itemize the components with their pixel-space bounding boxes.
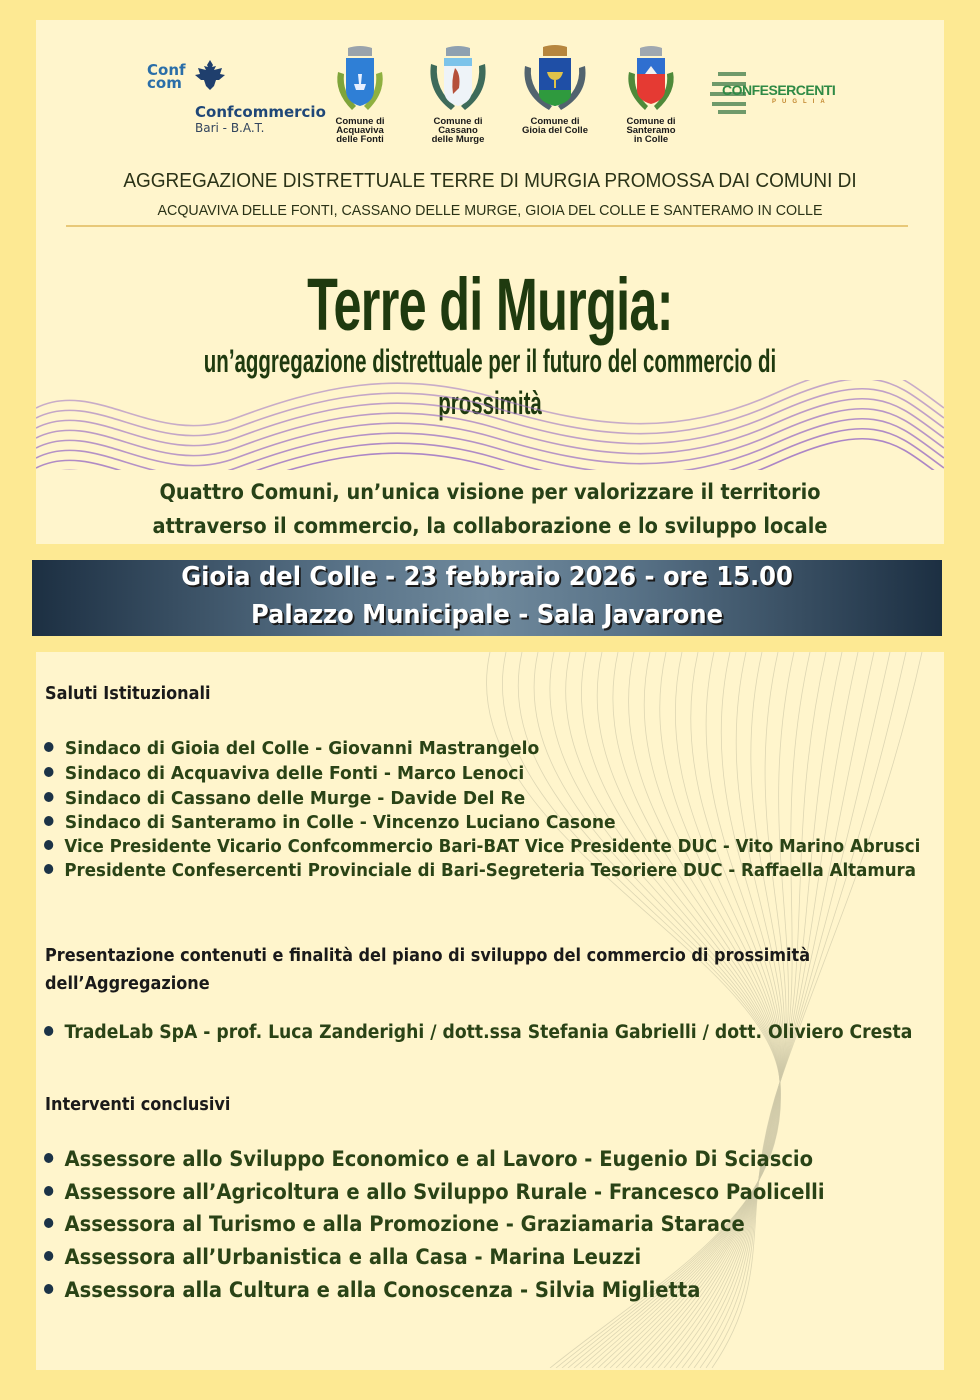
list-item-text: Assessora alla Cultura e alla Conoscenza - Silvia Miglietta: [64, 1278, 701, 1302]
divider: [66, 225, 908, 227]
bullet-icon: [44, 1026, 53, 1036]
bullet-icon: [44, 1251, 53, 1261]
bullet-icon: [44, 742, 54, 752]
string-line: [652, 652, 784, 1368]
list-item: [44, 738, 539, 759]
crest-label-line: Comune di: [335, 116, 385, 127]
coat-of-arms-gioia-icon: [519, 44, 591, 116]
list-item-text: TradeLab SpA - prof. Luca Zanderighi / dott.ssa Stefania Gabrielli / dott. Oliviero Cresta: [64, 1022, 913, 1043]
crest-cassano: [418, 44, 498, 144]
list-item: [44, 812, 616, 833]
list-item: [44, 1278, 700, 1302]
wave-line: [36, 380, 944, 426]
list-item-text: Sindaco di Gioia del Colle - Giovanni Mastrangelo: [64, 738, 540, 759]
list-item: [44, 1212, 745, 1236]
coat-of-arms-acquaviva-icon: [330, 44, 390, 116]
list-item-text: Sindaco di Cassano delle Murge - Davide Del Re: [64, 788, 526, 809]
bullet-icon: [44, 816, 54, 826]
list-item: [44, 1147, 813, 1171]
crest-label-line: Santeramo: [626, 125, 676, 136]
section-heading-saluti: Saluti Istituzionali: [45, 684, 211, 704]
list-item-text: Sindaco di Santeramo in Colle - Vincenzo Luciano Casone: [64, 812, 616, 833]
bullet-icon: [44, 1218, 53, 1228]
list-item: [44, 860, 916, 881]
list-item: [44, 1022, 912, 1043]
crest-label-line: delle Murge: [431, 134, 485, 145]
page-title: Terre di Murgia:: [307, 263, 673, 346]
crest-gioia: [515, 44, 595, 135]
wave-line: [36, 399, 944, 456]
intro-line-2: ACQUAVIVA DELLE FONTI, CASSANO DELLE MURGE, GIOIA DEL COLLE E SANTERAMO IN COLLE: [157, 202, 823, 219]
list-item-text: Assessore allo Sviluppo Economico e al Lavoro - Eugenio Di Sciascio: [64, 1147, 814, 1171]
list-item-text: Vice Presidente Vicario Confcommercio Bari-BAT Vice Presidente DUC - Vito Marino Abrusci: [64, 836, 921, 857]
list-item: [44, 836, 920, 857]
coat-of-arms-santeramo-icon: [621, 44, 681, 116]
page-subtitle: un’aggregazione distrettuale per il futuro del commercio di prossimità: [203, 343, 777, 421]
list-item-text: Sindaco di Acquaviva delle Fonti - Marco Lenoci: [64, 763, 525, 784]
wave-line: [36, 409, 944, 466]
confcommercio-sub: Bari - B.A.T.: [195, 121, 265, 135]
bullet-icon: [44, 864, 53, 874]
intro-line-1: AGGREGAZIONE DISTRETTUALE TERRE DI MURGIA PROMOSSA DAI COMUNI DI: [123, 170, 857, 192]
crest-label-line: Comune di: [433, 116, 483, 127]
crest-santeramo: [611, 44, 691, 144]
crest-label-line: delle Fonti: [336, 134, 384, 145]
crest-label-line: Comune di: [530, 116, 580, 127]
confcommercio-mark: [147, 61, 186, 92]
eagle-icon: [192, 58, 228, 94]
string-line: [628, 652, 781, 1368]
event-banner: [32, 560, 942, 636]
list-item: [44, 1180, 825, 1204]
section-heading-presentazione: Presentazione contenuti e finalità del piano di sviluppo del commercio di prossimità: [45, 946, 811, 966]
crest-label-line: in Colle: [633, 134, 669, 145]
crest-label-line: Cassano: [438, 125, 478, 136]
list-item: [44, 788, 525, 809]
crest-label-line: Gioia del Colle: [522, 125, 588, 136]
bullet-icon: [44, 792, 54, 802]
bullet-icon: [44, 1153, 53, 1163]
tagline-line-2: attraverso il commercio, la collaborazione e lo sviluppo locale: [152, 514, 828, 538]
confcom-mark-line1: Conf: [147, 61, 186, 79]
bullet-icon: [44, 767, 54, 777]
wave-line: [36, 380, 944, 436]
section-heading-presentazione-line2: dell’Aggregazione: [45, 974, 210, 994]
crest-label-line: Comune di: [626, 116, 676, 127]
string-line: [712, 652, 922, 1368]
event-venue-line: Palazzo Municipale - Sala Javarone: [250, 600, 724, 630]
logo-row: [0, 0, 980, 150]
coat-of-arms-cassano-icon: [425, 44, 491, 116]
tagline-line-1: Quattro Comuni, un’unica visione per valorizzare il territorio: [159, 480, 821, 504]
wave-lines-decoration: [36, 380, 944, 470]
list-item-text: Assessora al Turismo e alla Promozione - Graziamaria Starace: [64, 1212, 745, 1236]
wave-line: [36, 389, 944, 446]
list-item-text: Presidente Confesercenti Provinciale di Bari-Segreteria Tesoriere DUC - Raffaella Altamura: [64, 860, 917, 881]
crest-acquaviva: [320, 44, 400, 144]
bullet-icon: [44, 1186, 53, 1196]
crest-label-line: Acquaviva: [336, 125, 384, 136]
bullet-icon: [44, 840, 53, 850]
confcommercio-name: Confcommercio: [195, 103, 326, 121]
confesercenti-name: CONFESERCENTI: [722, 82, 836, 98]
list-item: [44, 1245, 641, 1269]
list-item: [44, 763, 524, 784]
list-item-text: Assessora all’Urbanistica e alla Casa - Marina Leuzzi: [64, 1245, 642, 1269]
section-heading-interventi: Interventi conclusivi: [45, 1095, 231, 1115]
list-item-text: Assessore all’Agricoltura e allo Sviluppo Rurale - Francesco Paolicelli: [64, 1180, 825, 1204]
bullet-icon: [44, 1284, 53, 1294]
confesercenti-sub: PUGLIA: [772, 99, 831, 105]
event-date-line: Gioia del Colle - 23 febbraio 2026 - ore 15.00: [181, 562, 793, 592]
confcom-mark-line2: com: [147, 74, 182, 92]
string-line: [640, 652, 782, 1368]
